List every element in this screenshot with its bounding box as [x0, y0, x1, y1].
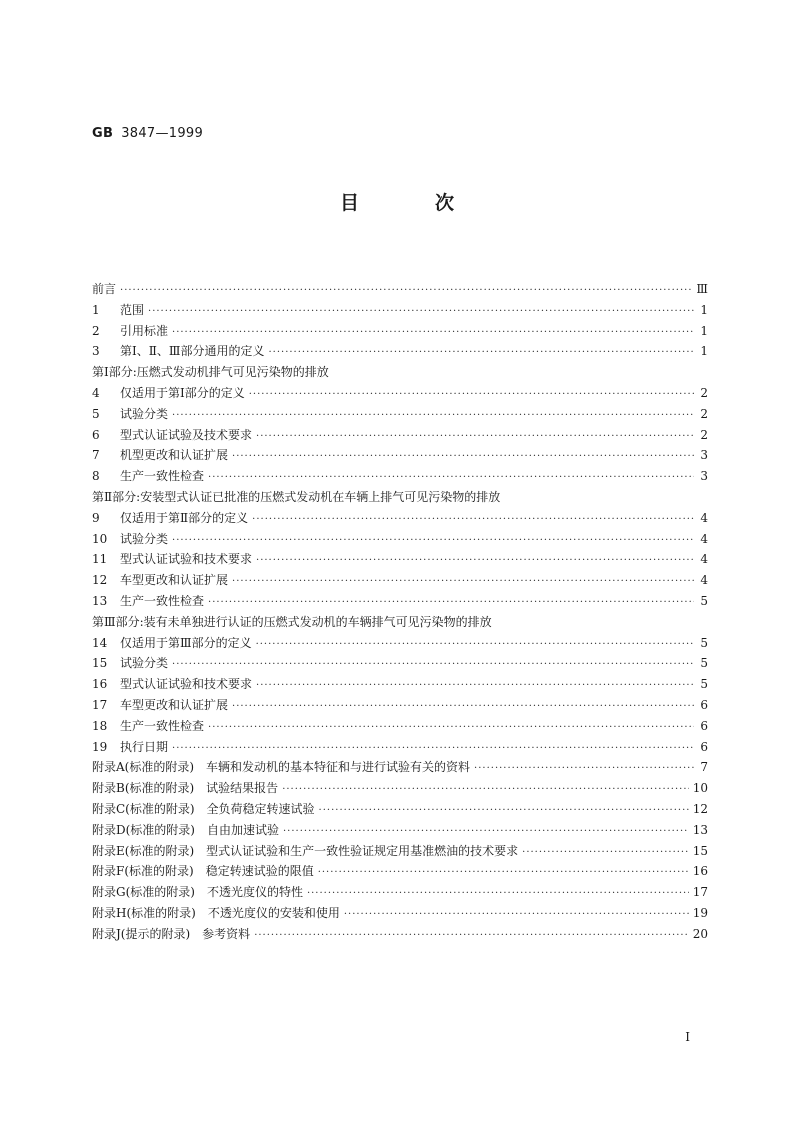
- dot-leader: [120, 281, 692, 302]
- toc-entry-title: 仅适用于第Ⅱ部分的定义: [120, 510, 249, 525]
- toc-entry-page: 1: [700, 302, 708, 317]
- toc-entry-page: 12: [692, 801, 708, 816]
- toc-entry-page: 2: [700, 427, 708, 442]
- toc-entry-title: 范围: [120, 302, 145, 317]
- toc-entry[interactable]: [92, 737, 708, 758]
- toc-entry-page: 5: [700, 593, 708, 608]
- toc-entry-number: 11: [92, 552, 108, 567]
- standard-prefix: GB: [92, 126, 114, 141]
- toc-entry[interactable]: [92, 425, 708, 446]
- toc-entry-number: 3: [92, 344, 100, 359]
- toc-entry-page: 13: [692, 822, 708, 837]
- toc-entry-page: 4: [700, 573, 708, 588]
- toc-entry[interactable]: [92, 321, 708, 342]
- toc-entry-title: 引用标准: [120, 323, 169, 338]
- toc-entry-number: 8: [92, 469, 100, 484]
- dot-leader: [232, 697, 694, 718]
- toc-entry[interactable]: [92, 861, 708, 882]
- toc-entry-title: 第Ⅰ部分:压燃式发动机排气可见污染物的排放: [92, 365, 329, 380]
- dot-leader: [344, 905, 689, 926]
- toc-entry-number: 10: [92, 531, 108, 546]
- toc-entry[interactable]: [92, 695, 708, 716]
- toc-entry-title: 附录E(标准的附录) 型式认证试验和生产一致性验证规定用基准燃油的技术要求: [92, 843, 519, 858]
- toc-entry[interactable]: [92, 633, 708, 654]
- dot-leader: [172, 406, 694, 427]
- toc-entry-page: Ⅲ: [696, 282, 708, 296]
- toc-entry[interactable]: [92, 279, 708, 300]
- dot-leader: [249, 385, 694, 406]
- dot-leader: [232, 572, 694, 593]
- page-title: [0, 188, 794, 215]
- toc-entry-title: 型式认证试验及技术要求: [120, 427, 253, 442]
- toc-entry-page: 5: [700, 635, 708, 650]
- toc-entry-page: 15: [692, 843, 708, 858]
- toc-entry-title: 附录J(提示的附录) 参考资料: [92, 926, 251, 941]
- document-header: [92, 126, 203, 141]
- toc-entry[interactable]: [92, 778, 708, 799]
- dot-leader: [522, 843, 689, 864]
- toc-entry-title: 第Ⅰ、Ⅱ、Ⅲ部分通用的定义: [120, 344, 265, 359]
- toc-entry-number: 16: [92, 677, 108, 692]
- dot-leader: [256, 427, 694, 448]
- toc-entry-title: 生产一致性检查: [120, 718, 205, 733]
- toc-entry[interactable]: [92, 341, 708, 362]
- toc-entry[interactable]: [92, 841, 708, 862]
- toc-entry-title: 附录B(标准的附录) 试验结果报告: [92, 781, 279, 796]
- dot-leader: [256, 635, 694, 656]
- toc-entry-page: 6: [700, 718, 708, 733]
- toc-entry-number: 5: [92, 406, 100, 421]
- toc-entry[interactable]: [92, 529, 708, 550]
- toc-entry[interactable]: [92, 924, 708, 945]
- table-of-contents: [92, 279, 708, 945]
- toc-entry-page: 2: [700, 406, 708, 421]
- toc-entry-page: 16: [692, 864, 708, 879]
- title-char-left: 目: [339, 192, 359, 214]
- toc-entry-number: 12: [92, 573, 108, 588]
- toc-entry-page: 5: [700, 677, 708, 692]
- toc-entry-page: 4: [700, 510, 708, 525]
- toc-entry[interactable]: [92, 820, 708, 841]
- toc-entry-title: 机型更改和认证扩展: [120, 448, 229, 463]
- toc-entry-page: 6: [700, 697, 708, 712]
- dot-leader: [283, 822, 689, 843]
- toc-part-heading[interactable]: [92, 487, 708, 508]
- dot-leader: [474, 759, 694, 780]
- toc-entry-number: 7: [92, 448, 100, 463]
- toc-entry[interactable]: [92, 903, 708, 924]
- toc-entry[interactable]: [92, 653, 708, 674]
- toc-entry-number: 4: [92, 385, 100, 400]
- title-char-right: 次: [435, 192, 455, 214]
- page-footer-number: Ⅰ: [685, 1030, 690, 1044]
- toc-entry-title: 仅适用于第Ⅰ部分的定义: [120, 385, 245, 400]
- toc-entry-page: 17: [692, 885, 708, 900]
- toc-entry[interactable]: [92, 549, 708, 570]
- toc-entry-page: 5: [700, 656, 708, 671]
- toc-entry-page: 3: [700, 448, 708, 463]
- dot-leader: [172, 531, 694, 552]
- toc-entry-page: 7: [700, 760, 708, 775]
- toc-entry-page: 20: [692, 926, 708, 941]
- toc-entry-number: 19: [92, 739, 108, 754]
- toc-entry-title: 附录C(标准的附录) 全负荷稳定转速试验: [92, 801, 315, 816]
- toc-entry-title: 仅适用于第Ⅲ部分的定义: [120, 635, 252, 650]
- toc-entry[interactable]: [92, 882, 708, 903]
- toc-entry-page: 10: [692, 781, 708, 796]
- toc-entry[interactable]: [92, 570, 708, 591]
- toc-entry-number: 18: [92, 718, 108, 733]
- toc-entry-title: 附录D(标准的附录) 自由加速试验: [92, 822, 279, 837]
- toc-entry-title: 生产一致性检查: [120, 593, 205, 608]
- toc-entry[interactable]: [92, 799, 708, 820]
- toc-entry-page: 19: [692, 905, 708, 920]
- toc-entry-title: 型式认证试验和技术要求: [120, 677, 253, 692]
- toc-entry-title: 试验分类: [120, 656, 169, 671]
- toc-entry-title: 第Ⅲ部分:装有未单独进行认证的压燃式发动机的车辆排气可见污染物的排放: [92, 614, 492, 629]
- toc-entry-title: 执行日期: [120, 739, 169, 754]
- toc-entry-title: 车型更改和认证扩展: [120, 697, 229, 712]
- toc-entry-page: 4: [700, 531, 708, 546]
- dot-leader: [172, 323, 694, 344]
- toc-entry-title: 试验分类: [120, 531, 169, 546]
- toc-entry-number: 1: [92, 302, 100, 317]
- dot-leader: [307, 884, 689, 905]
- toc-entry-title: 生产一致性检查: [120, 469, 205, 484]
- toc-entry-title: 前言: [92, 282, 117, 296]
- dot-leader: [268, 343, 694, 364]
- toc-entry[interactable]: [92, 591, 708, 612]
- toc-entry-number: 15: [92, 656, 108, 671]
- toc-entry-title: 第Ⅱ部分:安装型式认证已批准的压燃式发动机在车辆上排气可见污染物的排放: [92, 489, 501, 504]
- toc-entry-title: 试验分类: [120, 406, 169, 421]
- toc-entry[interactable]: [92, 716, 708, 737]
- dot-leader: [319, 801, 689, 822]
- toc-entry-title: 附录H(标准的附录) 不透光度仪的安装和使用: [92, 905, 340, 920]
- toc-entry-title: 型式认证试验和技术要求: [120, 552, 253, 567]
- dot-leader: [148, 302, 694, 323]
- dot-leader: [208, 718, 694, 739]
- toc-entry-title: 附录G(标准的附录) 不透光度仪的特性: [92, 885, 303, 900]
- dot-leader: [232, 447, 694, 468]
- toc-entry[interactable]: [92, 757, 708, 778]
- toc-entry-number: 14: [92, 635, 108, 650]
- toc-entry-page: 2: [700, 385, 708, 400]
- dot-leader: [282, 780, 689, 801]
- toc-entry-title: 附录A(标准的附录) 车辆和发动机的基本特征和与进行试验有关的资料: [92, 760, 471, 775]
- toc-entry[interactable]: [92, 383, 708, 404]
- toc-entry-title: 车型更改和认证扩展: [120, 573, 229, 588]
- toc-entry[interactable]: [92, 404, 708, 425]
- toc-part-heading[interactable]: [92, 612, 708, 633]
- toc-entry-number: 13: [92, 593, 108, 608]
- dot-leader: [256, 551, 694, 572]
- toc-entry-number: 6: [92, 427, 100, 442]
- toc-entry-page: 6: [700, 739, 708, 754]
- dot-leader: [256, 676, 694, 697]
- toc-entry-page: 1: [700, 323, 708, 338]
- dot-leader: [172, 739, 694, 760]
- toc-entry-page: 1: [700, 344, 708, 359]
- dot-leader: [208, 593, 694, 614]
- dot-leader: [318, 863, 689, 884]
- toc-entry[interactable]: [92, 674, 708, 695]
- toc-entry-number: 2: [92, 323, 100, 338]
- toc-entry[interactable]: [92, 508, 708, 529]
- toc-entry-number: 17: [92, 697, 108, 712]
- toc-entry-page: 3: [700, 469, 708, 484]
- toc-entry-page: 4: [700, 552, 708, 567]
- toc-entry-number: 9: [92, 510, 100, 525]
- dot-leader: [172, 655, 694, 676]
- dot-leader: [252, 510, 694, 531]
- toc-entry[interactable]: [92, 466, 708, 487]
- dot-leader: [254, 926, 689, 947]
- dot-leader: [208, 468, 694, 489]
- toc-entry-title: 附录F(标准的附录) 稳定转速试验的限值: [92, 864, 314, 879]
- standard-number: 3847—1999: [121, 126, 204, 141]
- toc-part-heading[interactable]: [92, 362, 708, 383]
- toc-entry[interactable]: [92, 445, 708, 466]
- toc-entry[interactable]: [92, 300, 708, 321]
